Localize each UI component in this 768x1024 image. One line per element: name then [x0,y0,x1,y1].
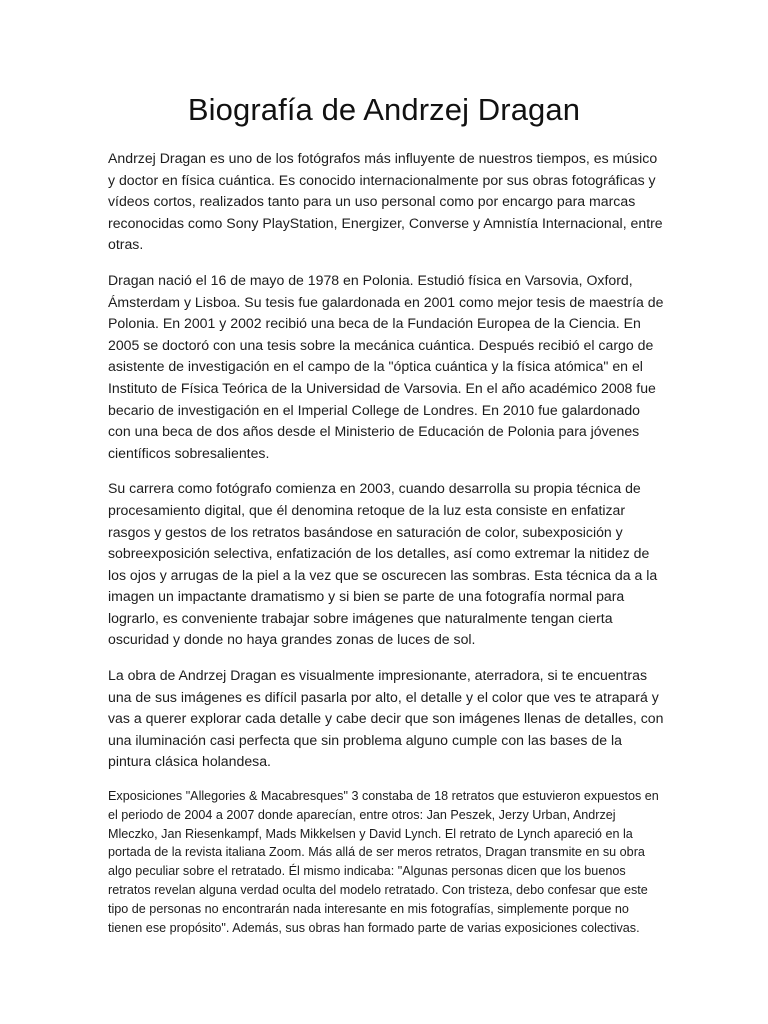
paragraph-biography: Dragan nació el 16 de mayo de 1978 en Polonia. Estudió física en Varsovia, Oxford, Ámsterdam y Lisboa. Su tesis fue galardonada en 2001 como mejor tesis de maestría de Polonia. En 2001 y 2002 recibió una beca de la Fundación Europea de la Ciencia. En 2005 se doctoró con una tesis sobre la mecánica cuántica. Después recibió el cargo de asistente de investigación en el campo de la "óptica cuántica y la física atómica" en el Instituto de Física Teórica de la Universidad de Varsovia. En el año académico 2008 fue becario de investigación en el Imperial College de Londres. En 2010 fue galardonado con una beca de dos años desde el Ministerio de Educación de Polonia para jóvenes científicos sobresalientes. [108,271,664,461]
document-body [108,148,664,951]
page-title: Biografía de Andrzej Dragan [187,92,581,127]
paragraph-career: Su carrera como fotógrafo comienza en 2003, cuando desarrolla su propia técnica de procesamiento digital, que él denomina retoque de la luz esta consiste en enfatizar rasgos y gestos de los retratos basándose en saturación de color, subexposición y sobreexposición selectiva, enfatización de los detalles, así como extremar la nitidez de los ojos y arrugas de la piel a la vez que se oscurecen las sombras. Esta técnica da a la imagen un impactante dramatismo y si bien se parte de una fotografía normal para lograrlo, es conveniente trabajar sobre imágenes que naturalmente tengan cierta oscuridad y donde no haya grandes zonas de luces de sol. [108,480,658,648]
paragraph-intro: Andrzej Dragan es uno de los fotógrafos más influyente de nuestros tiempos, es músico y doctor en física cuántica. Es conocido internacionalmente por sus obras fotográficas y vídeos cortos, realizados tanto para un uso personal como por encargo para marcas reconocidas como Sony PlayStation, Energizer, Converse y Amnistía Internacional, entre otras. [108,150,663,253]
paragraph-work: La obra de Andrzej Dragan es visualmente impresionante, aterradora, si te encuentras una de sus imágenes es difícil pasarla por alto, el detalle y el color que ves te atrapará y vas a querer explorar cada detalle y cabe decir que son imágenes llenas de detalles, con una iluminación casi perfecta que sin problema alguno cumple con las bases de la pintura clásica holandesa. [108,667,664,770]
paragraph-exhibitions: Exposiciones "Allegories & Macabresques" 3 constaba de 18 retratos que estuvieron expuestos en el periodo de 2004 a 2007 donde aparecían, entre otros: Jan Peszek, Jerzy Urban, Andrzej Mleczko, Jan Riesenkampf, Mads Mikkelsen y David Lynch. El retrato de Lynch apareció en la portada de la revista italiana Zoom. Más allá de ser meros retratos, Dragan transmite en su obra algo peculiar sobre el retratado. Él mismo indicaba: "Algunas personas dicen que los buenos retratos revelan alguna verdad oculta del modelo retratado. Con tristeza, debo confesar que este tipo de personas no encontrarán nada interesante en mis fotografías, simplemente porque no tienen ese propósito". Además, sus obras han formado parte de varias exposiciones colectivas. [108,789,659,935]
